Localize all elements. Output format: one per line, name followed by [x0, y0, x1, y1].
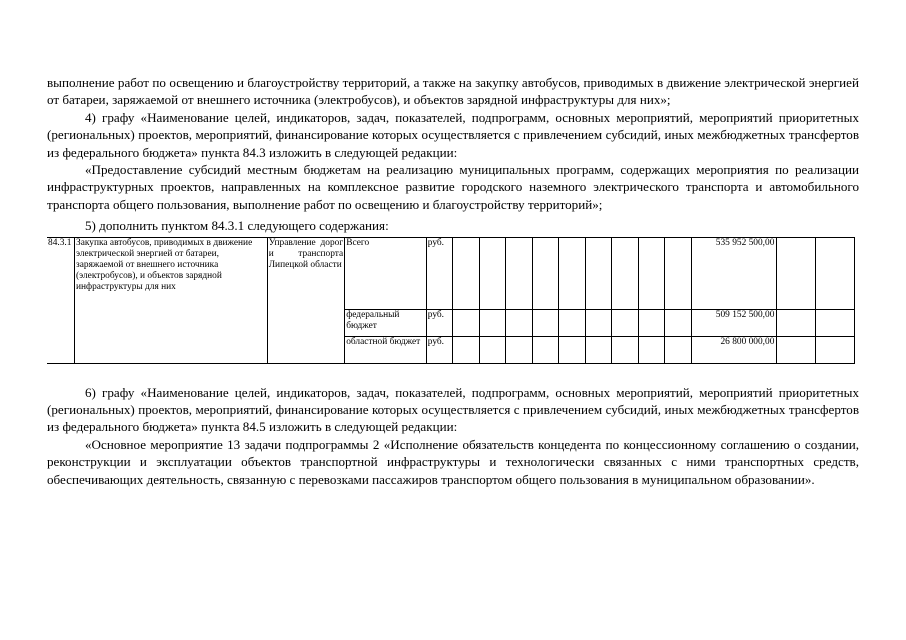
table-cell — [479, 309, 506, 336]
paragraph: 4) графу «Наименование целей, индикаторов, задач, показателей, подпрограмм, основных мероприятий, мероприятий приоритетных (региональных) проектов, мероприятий, финансирование которых осуществляется с привлечением субсидий, иных межбюджетных трансфертов из федерального бюджета» пункта 84.3 изложить в следующей редакции: — [47, 109, 859, 160]
table-cell — [506, 309, 533, 336]
paragraph: выполнение работ по освещению и благоустройству территорий, а также на закупку автобусов, приводимых в движение электрической энергией от батареи, заряжаемой от внешнего источника (электробусов), и объектов зарядной инфраструктуры для них»; — [47, 75, 859, 108]
table-cell — [638, 309, 665, 336]
table-cell — [777, 237, 816, 309]
table-cell — [585, 336, 612, 363]
table-cell — [777, 336, 816, 363]
table-cell-source: областной бюджет — [345, 336, 427, 363]
table-cell-amount: 509 152 500,00 — [691, 309, 777, 336]
table-cell-source: федеральный бюджет — [345, 309, 427, 336]
table-cell — [777, 309, 816, 336]
table-cell — [816, 309, 855, 336]
budget-table — [47, 237, 859, 364]
table-cell — [665, 336, 692, 363]
table-cell — [638, 336, 665, 363]
table-cell — [816, 237, 855, 309]
table-cell — [506, 336, 533, 363]
table-cell — [612, 309, 639, 336]
table-cell — [532, 336, 559, 363]
table-cell — [479, 336, 506, 363]
table-cell-organization: Управление дорог и транспорта Липецкой области — [267, 237, 344, 363]
paragraph: 5) дополнить пунктом 84.3.1 следующего содержания: — [85, 218, 389, 234]
table-cell — [559, 309, 586, 336]
table-cell — [453, 237, 480, 309]
table-cell — [453, 309, 480, 336]
table-cell-unit: руб. — [426, 309, 453, 336]
table-cell — [816, 336, 855, 363]
paragraph: 6) графу «Наименование целей, индикаторов, задач, показателей, подпрограмм, основных мероприятий, мероприятий приоритетных (региональных) проектов, мероприятий, финансирование которых осуществляется с привлечением субсидий, иных межбюджетных трансфертов из федерального бюджета» пункта 84.5 изложить в следующей редакции: — [47, 384, 859, 435]
table-cell-code: 84.3.1 — [47, 237, 75, 363]
table-cell — [479, 237, 506, 309]
table-cell — [665, 309, 692, 336]
paragraph: «Предоставление субсидий местным бюджетам на реализацию муниципальных программ, содержащих мероприятия по реализации инфраструктурных проектов, направленных на комплексное развитие городского наземного электрического транспорта и автомобильного транспорта общего пользования, выполнение работ по освещению и благоустройству территорий»; — [47, 162, 859, 212]
table-cell — [612, 237, 639, 309]
table-cell-amount: 535 952 500,00 — [691, 237, 777, 309]
table-cell — [585, 309, 612, 336]
document-page — [47, 74, 859, 488]
table-cell-source: Всего — [345, 237, 427, 309]
table-cell-amount: 26 800 000,00 — [691, 336, 777, 363]
table-cell — [559, 336, 586, 363]
table-cell-unit: руб. — [426, 237, 453, 309]
table-cell — [638, 237, 665, 309]
table-cell — [532, 309, 559, 336]
table-cell — [453, 336, 480, 363]
table-cell — [532, 237, 559, 309]
table-cell — [665, 237, 692, 309]
table-cell — [585, 237, 612, 309]
table-cell — [559, 237, 586, 309]
table-cell — [612, 336, 639, 363]
table-cell-name: Закупка автобусов, приводимых в движение электрической энергией от батареи, заряжаемой от внешнего источника (электробусов), и объектов зарядной инфраструктуры для них — [75, 237, 268, 363]
paragraph: «Основное мероприятие 13 задачи подпрограммы 2 «Исполнение обязательств концедента по концессионному соглашению о создании, реконструкции и эксплуатации объектов транспортной инфраструктуры и технологически связанных с ними транспортных средств, обеспечивающих деятельность, связанную с перевозками пассажиров транспортом общего пользования в муниципальном образовании». — [47, 436, 859, 487]
table-cell-unit: руб. — [426, 336, 453, 363]
table-cell — [506, 237, 533, 309]
